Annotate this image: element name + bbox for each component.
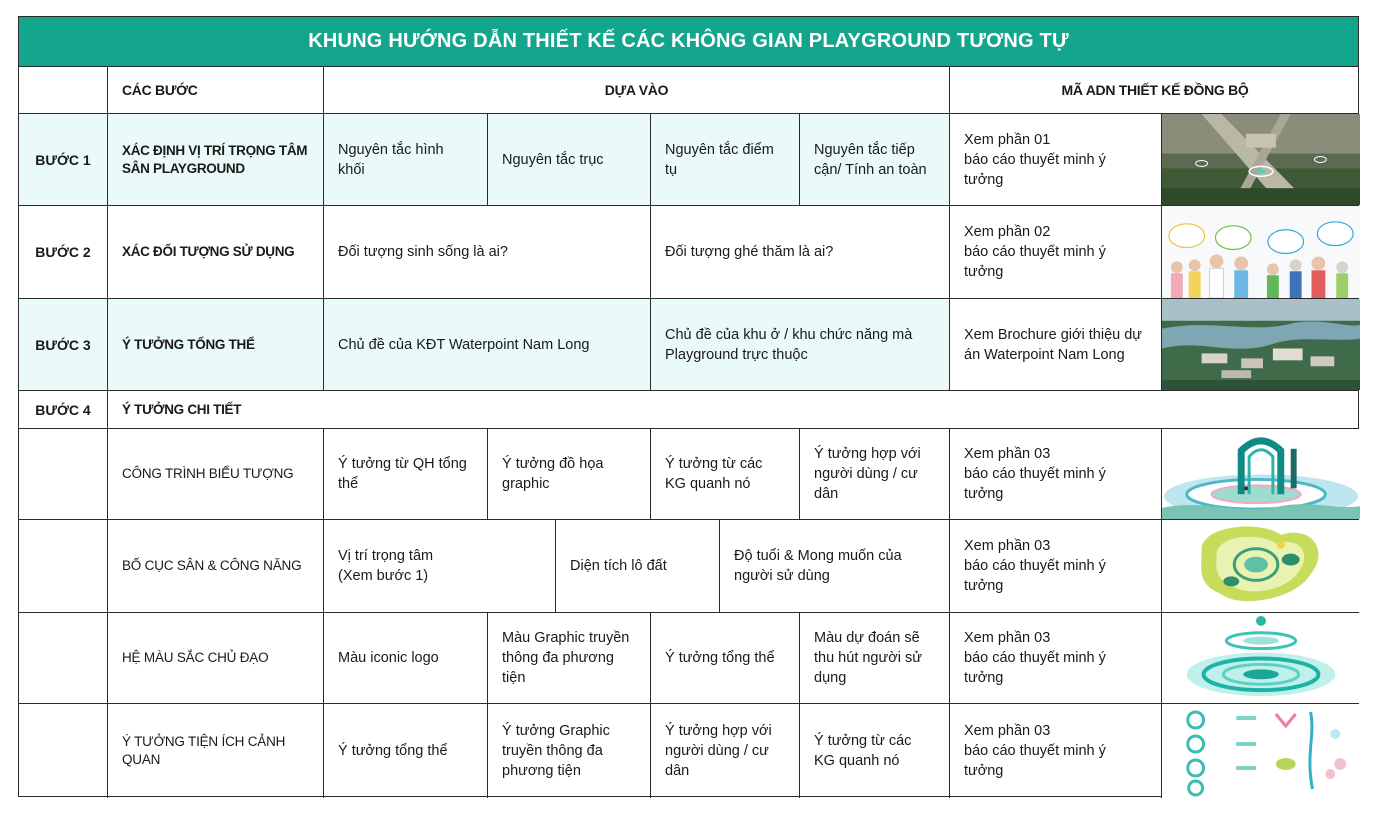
reference-cell: Xem phần 03 báo cáo thuyết minh ý tưởng (949, 704, 1161, 798)
table-row-step-4 (19, 391, 1358, 429)
criterion-cell: Ý tưởng từ QH tổng thể (323, 429, 487, 519)
reference-cell: Xem phần 03 báo cáo thuyết minh ý tưởng (949, 520, 1161, 612)
criterion-cell: Độ tuổi & Mong muốn của người sử dùng (719, 520, 949, 612)
header-steps: CÁC BƯỚC (107, 67, 323, 113)
step-label: BƯỚC 3 (35, 336, 91, 353)
criterion-cell: Ý tưởng từ các KG quanh nó (799, 704, 949, 798)
reference-cell: Xem phần 01 báo cáo thuyết minh ý tưởng (949, 114, 1161, 205)
criterion-cell: Màu iconic logo (323, 613, 487, 703)
criterion-cell: Ý tưởng từ các KG quanh nó (650, 429, 799, 519)
detail-name: Ý TƯỞNG TIỆN ÍCH CẢNH QUAN (107, 704, 323, 798)
table-row-step-2 (19, 206, 1358, 299)
site-plan-aerial-image (1161, 114, 1360, 205)
criterion-cell: Nguyên tắc tiếp cận/ Tính an toàn (799, 114, 949, 205)
criterion-cell: Đối tượng sinh sống là ai? (323, 206, 650, 298)
criterion-cell: Vị trí trọng tâm (Xem bước 1) (323, 520, 555, 612)
empty-step-cell (19, 704, 107, 798)
step-name: XÁC ĐỊNH VỊ TRÍ TRỌNG TÂM SÂN PLAYGROUND (107, 114, 323, 205)
criterion-cell: Nguyên tắc hình khối (323, 114, 487, 205)
empty-step-cell (19, 613, 107, 703)
step-name: Ý TƯỞNG CHI TIẾT (107, 391, 1360, 428)
reference-cell: Xem phần 03 báo cáo thuyết minh ý tưởng (949, 613, 1161, 703)
step-name: XÁC ĐỐI TƯỢNG SỬ DỤNG (107, 206, 323, 298)
criterion-cell: Màu Graphic truyền thông đa phương tiện (487, 613, 650, 703)
step-label: BƯỚC 1 (35, 151, 91, 168)
criterion-cell: Ý tưởng tổng thể (650, 613, 799, 703)
design-guide-table (18, 16, 1359, 797)
table-row-detail (19, 704, 1358, 798)
detail-name: CÔNG TRÌNH BIỂU TƯỢNG (107, 429, 323, 519)
table-row-step-1 (19, 114, 1358, 206)
criterion-cell: Đối tượng ghé thăm là ai? (650, 206, 949, 298)
header-based-on: DỰA VÀO (323, 67, 949, 113)
empty-step-cell (19, 429, 107, 519)
step-label: BƯỚC 2 (35, 244, 91, 260)
table-title: KHUNG HƯỚNG DẪN THIẾT KẾ CÁC KHÔNG GIAN PLAYGROUND TƯƠNG TỰ (19, 17, 1358, 67)
reference-cell: Xem phần 03 báo cáo thuyết minh ý tưởng (949, 429, 1161, 519)
step-name: Ý TƯỞNG TỔNG THỂ (107, 299, 323, 390)
criterion-cell: Chủ đề của khu ở / khu chức năng mà Playground trực thuộc (650, 299, 949, 390)
table-row-step-3 (19, 299, 1358, 391)
header-empty-cell (19, 67, 107, 113)
empty-step-cell (19, 520, 107, 612)
header-dna: MÃ ADN THIẾT KẾ ĐỒNG BỘ (949, 67, 1360, 113)
step-label: BƯỚC 4 (35, 401, 91, 418)
masterplan-aerial-image (1161, 299, 1360, 390)
detail-name: BỐ CỤC SÂN & CÔNG NĂNG (107, 520, 323, 612)
table-row-detail (19, 520, 1358, 613)
reference-cell: Xem phần 02 báo cáo thuyết minh ý tưởng (949, 206, 1161, 298)
color-palette-render (1161, 613, 1360, 703)
criterion-cell: Màu dự đoán sẽ thu hút người sử dụng (799, 613, 949, 703)
detail-name: HỆ MÀU SẮC CHỦ ĐẠO (107, 613, 323, 703)
table-row-detail (19, 429, 1358, 520)
criterion-cell: Diện tích lô đất (555, 520, 719, 612)
reference-cell: Xem Brochure giới thiệu dự án Waterpoint Nam Long (949, 299, 1161, 390)
landscape-amenities-sheet (1161, 704, 1360, 798)
header-row (19, 67, 1358, 114)
criterion-cell: Nguyên tắc trục (487, 114, 650, 205)
criterion-cell: Ý tưởng hợp với người dùng / cư dân (650, 704, 799, 798)
criterion-cell: Ý tưởng đồ họa graphic (487, 429, 650, 519)
criterion-cell: Chủ đề của KĐT Waterpoint Nam Long (323, 299, 650, 390)
user-groups-image (1161, 206, 1360, 298)
layout-plan-render (1161, 520, 1360, 612)
criterion-cell: Nguyên tắc điểm tụ (650, 114, 799, 205)
criterion-cell: Ý tưởng Graphic truyền thông đa phương tiện (487, 704, 650, 798)
criterion-cell: Ý tưởng tổng thể (323, 704, 487, 798)
iconic-structure-render (1161, 429, 1360, 519)
criterion-cell: Ý tưởng hợp với người dùng / cư dân (799, 429, 949, 519)
table-row-detail (19, 613, 1358, 704)
